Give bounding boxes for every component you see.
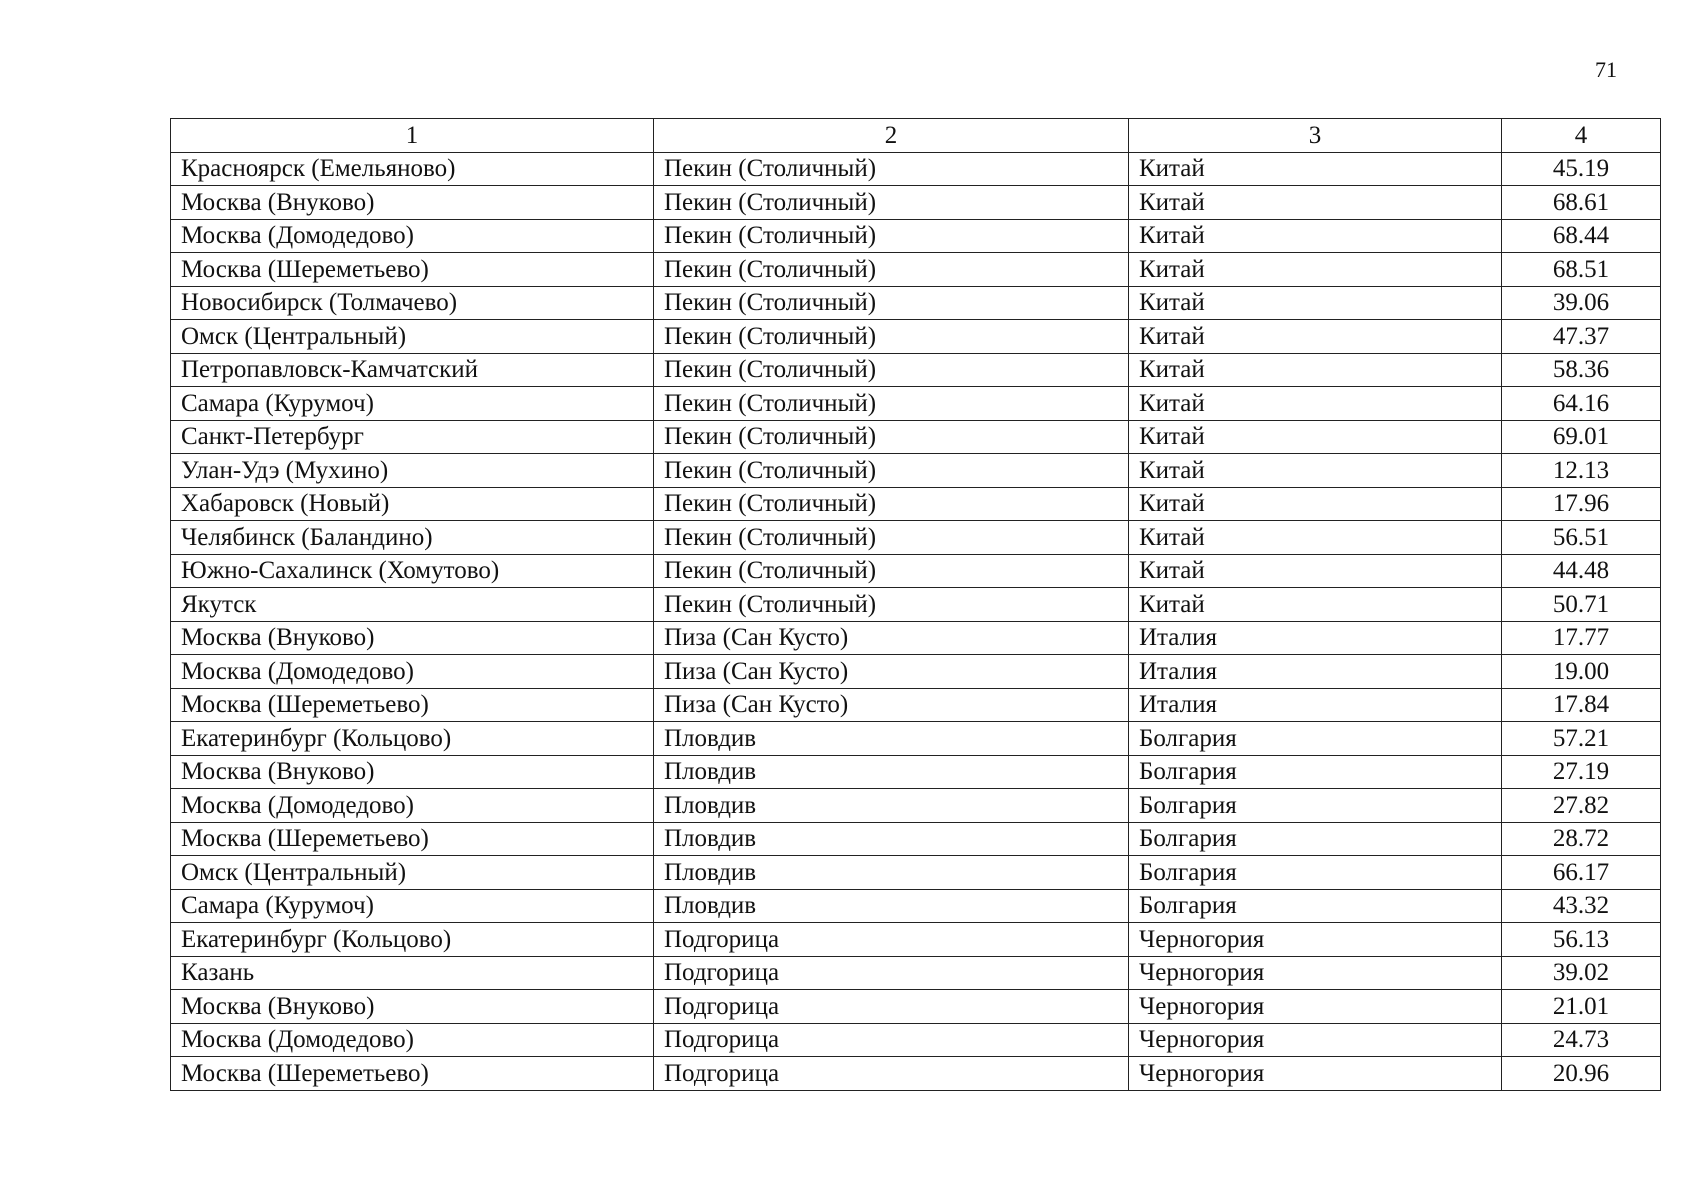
departure-airport-cell: Южно-Сахалинск (Хомутово) [171, 554, 654, 588]
table-row [171, 755, 1661, 789]
country-cell: Китай [1129, 186, 1502, 220]
value-cell: 56.13 [1502, 923, 1661, 957]
value-cell: 43.32 [1502, 889, 1661, 923]
table-row [171, 521, 1661, 555]
arrival-airport-cell: Подгорица [654, 990, 1129, 1024]
arrival-airport-cell: Подгорица [654, 1023, 1129, 1057]
departure-airport-cell: Хабаровск (Новый) [171, 487, 654, 521]
departure-airport-cell: Якутск [171, 588, 654, 622]
table-row [171, 856, 1661, 890]
country-cell: Китай [1129, 420, 1502, 454]
table-row [171, 387, 1661, 421]
value-cell: 17.84 [1502, 688, 1661, 722]
country-cell: Китай [1129, 588, 1502, 622]
table-row [171, 320, 1661, 354]
value-cell: 27.82 [1502, 789, 1661, 823]
arrival-airport-cell: Пловдив [654, 755, 1129, 789]
table-row [171, 621, 1661, 655]
country-cell: Китай [1129, 320, 1502, 354]
value-cell: 66.17 [1502, 856, 1661, 890]
header-row [171, 119, 1661, 153]
arrival-airport-cell: Подгорица [654, 956, 1129, 990]
table-row [171, 1023, 1661, 1057]
arrival-airport-cell: Пекин (Столичный) [654, 521, 1129, 555]
arrival-airport-cell: Пекин (Столичный) [654, 320, 1129, 354]
value-cell: 24.73 [1502, 1023, 1661, 1057]
country-cell: Италия [1129, 621, 1502, 655]
arrival-airport-cell: Пекин (Столичный) [654, 186, 1129, 220]
departure-airport-cell: Екатеринбург (Кольцово) [171, 923, 654, 957]
departure-airport-cell: Москва (Внуково) [171, 990, 654, 1024]
value-cell: 44.48 [1502, 554, 1661, 588]
country-cell: Китай [1129, 521, 1502, 555]
country-cell: Китай [1129, 554, 1502, 588]
table-row [171, 186, 1661, 220]
arrival-airport-cell: Пекин (Столичный) [654, 588, 1129, 622]
departure-airport-cell: Санкт-Петербург [171, 420, 654, 454]
table-row [171, 588, 1661, 622]
value-cell: 17.77 [1502, 621, 1661, 655]
country-cell: Китай [1129, 387, 1502, 421]
table-row [171, 956, 1661, 990]
arrival-airport-cell: Пекин (Столичный) [654, 420, 1129, 454]
value-cell: 56.51 [1502, 521, 1661, 555]
arrival-airport-cell: Пекин (Столичный) [654, 454, 1129, 488]
country-cell: Китай [1129, 286, 1502, 320]
departure-airport-cell: Москва (Шереметьево) [171, 822, 654, 856]
table-row [171, 286, 1661, 320]
table-row [171, 722, 1661, 756]
country-cell: Черногория [1129, 923, 1502, 957]
country-cell: Италия [1129, 688, 1502, 722]
country-cell: Болгария [1129, 889, 1502, 923]
table-row [171, 655, 1661, 689]
table-row [171, 554, 1661, 588]
value-cell: 28.72 [1502, 822, 1661, 856]
country-cell: Италия [1129, 655, 1502, 689]
value-cell: 27.19 [1502, 755, 1661, 789]
country-cell: Китай [1129, 454, 1502, 488]
arrival-airport-cell: Пекин (Столичный) [654, 253, 1129, 287]
arrival-airport-cell: Пловдив [654, 722, 1129, 756]
value-cell: 39.02 [1502, 956, 1661, 990]
departure-airport-cell: Улан-Удэ (Мухино) [171, 454, 654, 488]
country-cell: Болгария [1129, 755, 1502, 789]
country-cell: Болгария [1129, 856, 1502, 890]
country-cell: Китай [1129, 219, 1502, 253]
arrival-airport-cell: Пиза (Сан Кусто) [654, 688, 1129, 722]
departure-airport-cell: Красноярск (Емельяново) [171, 152, 654, 186]
arrival-airport-cell: Пиза (Сан Кусто) [654, 655, 1129, 689]
country-cell: Черногория [1129, 990, 1502, 1024]
country-cell: Китай [1129, 253, 1502, 287]
table-row [171, 889, 1661, 923]
country-cell: Болгария [1129, 789, 1502, 823]
arrival-airport-cell: Пекин (Столичный) [654, 387, 1129, 421]
arrival-airport-cell: Пловдив [654, 789, 1129, 823]
value-cell: 68.44 [1502, 219, 1661, 253]
departure-airport-cell: Москва (Внуково) [171, 755, 654, 789]
arrival-airport-cell: Подгорица [654, 923, 1129, 957]
country-cell: Черногория [1129, 1057, 1502, 1091]
country-cell: Китай [1129, 487, 1502, 521]
departure-airport-cell: Москва (Домодедово) [171, 1023, 654, 1057]
departure-airport-cell: Москва (Внуково) [171, 621, 654, 655]
departure-airport-cell: Омск (Центральный) [171, 320, 654, 354]
country-cell: Черногория [1129, 1023, 1502, 1057]
value-cell: 12.13 [1502, 454, 1661, 488]
country-cell: Китай [1129, 353, 1502, 387]
departure-airport-cell: Челябинск (Баландино) [171, 521, 654, 555]
value-cell: 58.36 [1502, 353, 1661, 387]
arrival-airport-cell: Пекин (Столичный) [654, 487, 1129, 521]
departure-airport-cell: Омск (Центральный) [171, 856, 654, 890]
table-row [171, 152, 1661, 186]
table-row [171, 353, 1661, 387]
table-row [171, 1057, 1661, 1091]
departure-airport-cell: Москва (Домодедово) [171, 219, 654, 253]
column-header-3: 3 [1129, 119, 1502, 153]
value-cell: 57.21 [1502, 722, 1661, 756]
table-body [171, 152, 1661, 1090]
arrival-airport-cell: Пиза (Сан Кусто) [654, 621, 1129, 655]
table-row [171, 923, 1661, 957]
arrival-airport-cell: Пловдив [654, 856, 1129, 890]
country-cell: Болгария [1129, 722, 1502, 756]
table-row [171, 253, 1661, 287]
table-row [171, 219, 1661, 253]
value-cell: 47.37 [1502, 320, 1661, 354]
value-cell: 68.51 [1502, 253, 1661, 287]
table-row [171, 789, 1661, 823]
arrival-airport-cell: Пловдив [654, 822, 1129, 856]
table-row [171, 822, 1661, 856]
value-cell: 45.19 [1502, 152, 1661, 186]
arrival-airport-cell: Пекин (Столичный) [654, 286, 1129, 320]
value-cell: 68.61 [1502, 186, 1661, 220]
country-cell: Черногория [1129, 956, 1502, 990]
value-cell: 50.71 [1502, 588, 1661, 622]
arrival-airport-cell: Пловдив [654, 889, 1129, 923]
value-cell: 21.01 [1502, 990, 1661, 1024]
value-cell: 64.16 [1502, 387, 1661, 421]
table-row [171, 454, 1661, 488]
departure-airport-cell: Петропавловск-Камчатский [171, 353, 654, 387]
departure-airport-cell: Москва (Шереметьево) [171, 253, 654, 287]
departure-airport-cell: Новосибирск (Толмачево) [171, 286, 654, 320]
arrival-airport-cell: Пекин (Столичный) [654, 353, 1129, 387]
arrival-airport-cell: Пекин (Столичный) [654, 219, 1129, 253]
country-cell: Болгария [1129, 822, 1502, 856]
column-header-4: 4 [1502, 119, 1661, 153]
column-header-1: 1 [171, 119, 654, 153]
departure-airport-cell: Москва (Шереметьево) [171, 1057, 654, 1091]
value-cell: 17.96 [1502, 487, 1661, 521]
arrival-airport-cell: Пекин (Столичный) [654, 554, 1129, 588]
arrival-airport-cell: Пекин (Столичный) [654, 152, 1129, 186]
departure-airport-cell: Москва (Шереметьево) [171, 688, 654, 722]
page-number: 71 [1595, 57, 1617, 82]
value-cell: 19.00 [1502, 655, 1661, 689]
departure-airport-cell: Москва (Внуково) [171, 186, 654, 220]
value-cell: 69.01 [1502, 420, 1661, 454]
value-cell: 39.06 [1502, 286, 1661, 320]
table-row [171, 420, 1661, 454]
arrival-airport-cell: Подгорица [654, 1057, 1129, 1091]
tariff-table [170, 118, 1661, 1091]
table-row [171, 487, 1661, 521]
value-cell: 20.96 [1502, 1057, 1661, 1091]
departure-airport-cell: Екатеринбург (Кольцово) [171, 722, 654, 756]
departure-airport-cell: Самара (Курумоч) [171, 387, 654, 421]
country-cell: Китай [1129, 152, 1502, 186]
column-header-2: 2 [654, 119, 1129, 153]
departure-airport-cell: Москва (Домодедово) [171, 655, 654, 689]
departure-airport-cell: Самара (Курумоч) [171, 889, 654, 923]
departure-airport-cell: Казань [171, 956, 654, 990]
table-row [171, 688, 1661, 722]
departure-airport-cell: Москва (Домодедово) [171, 789, 654, 823]
table-row [171, 990, 1661, 1024]
